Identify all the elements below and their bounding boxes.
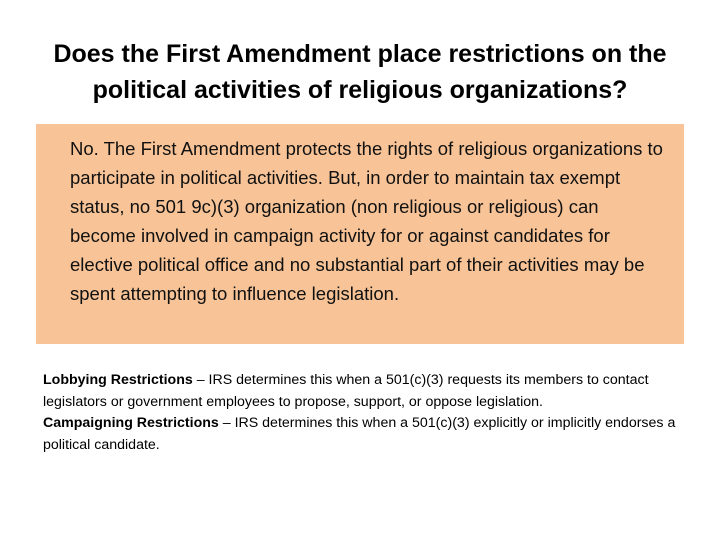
campaigning-description: – IRS determines this when a 501(c)(3) explicitly or implicitly endorses a political candidate. <box>43 415 676 453</box>
lobbying-description: – IRS determines this when a 501(c)(3) requests its members to contact legislators or government employees to propose, support, or oppose legislation. <box>43 372 649 410</box>
answer-text: No. The First Amendment protects the rights of religious organizations to participate in political activities. But, in order to maintain tax exempt status, no 501 9c)(3) organization (non religious or religious) can become involved in campaign activity for or against candidates for elective political office and no substantial part of their activities may be spent attempting to influence legislation. <box>70 138 663 304</box>
restrictions-notes <box>43 370 688 456</box>
lobbying-term: Lobbying Restrictions <box>43 372 193 388</box>
answer-box <box>36 124 684 344</box>
campaigning-term: Campaigning Restrictions <box>43 415 219 431</box>
lobbying-note <box>43 370 688 413</box>
slide-title: Does the First Amendment place restrictions on the political activities of religious organizations? <box>53 40 667 104</box>
campaigning-note <box>43 413 688 456</box>
